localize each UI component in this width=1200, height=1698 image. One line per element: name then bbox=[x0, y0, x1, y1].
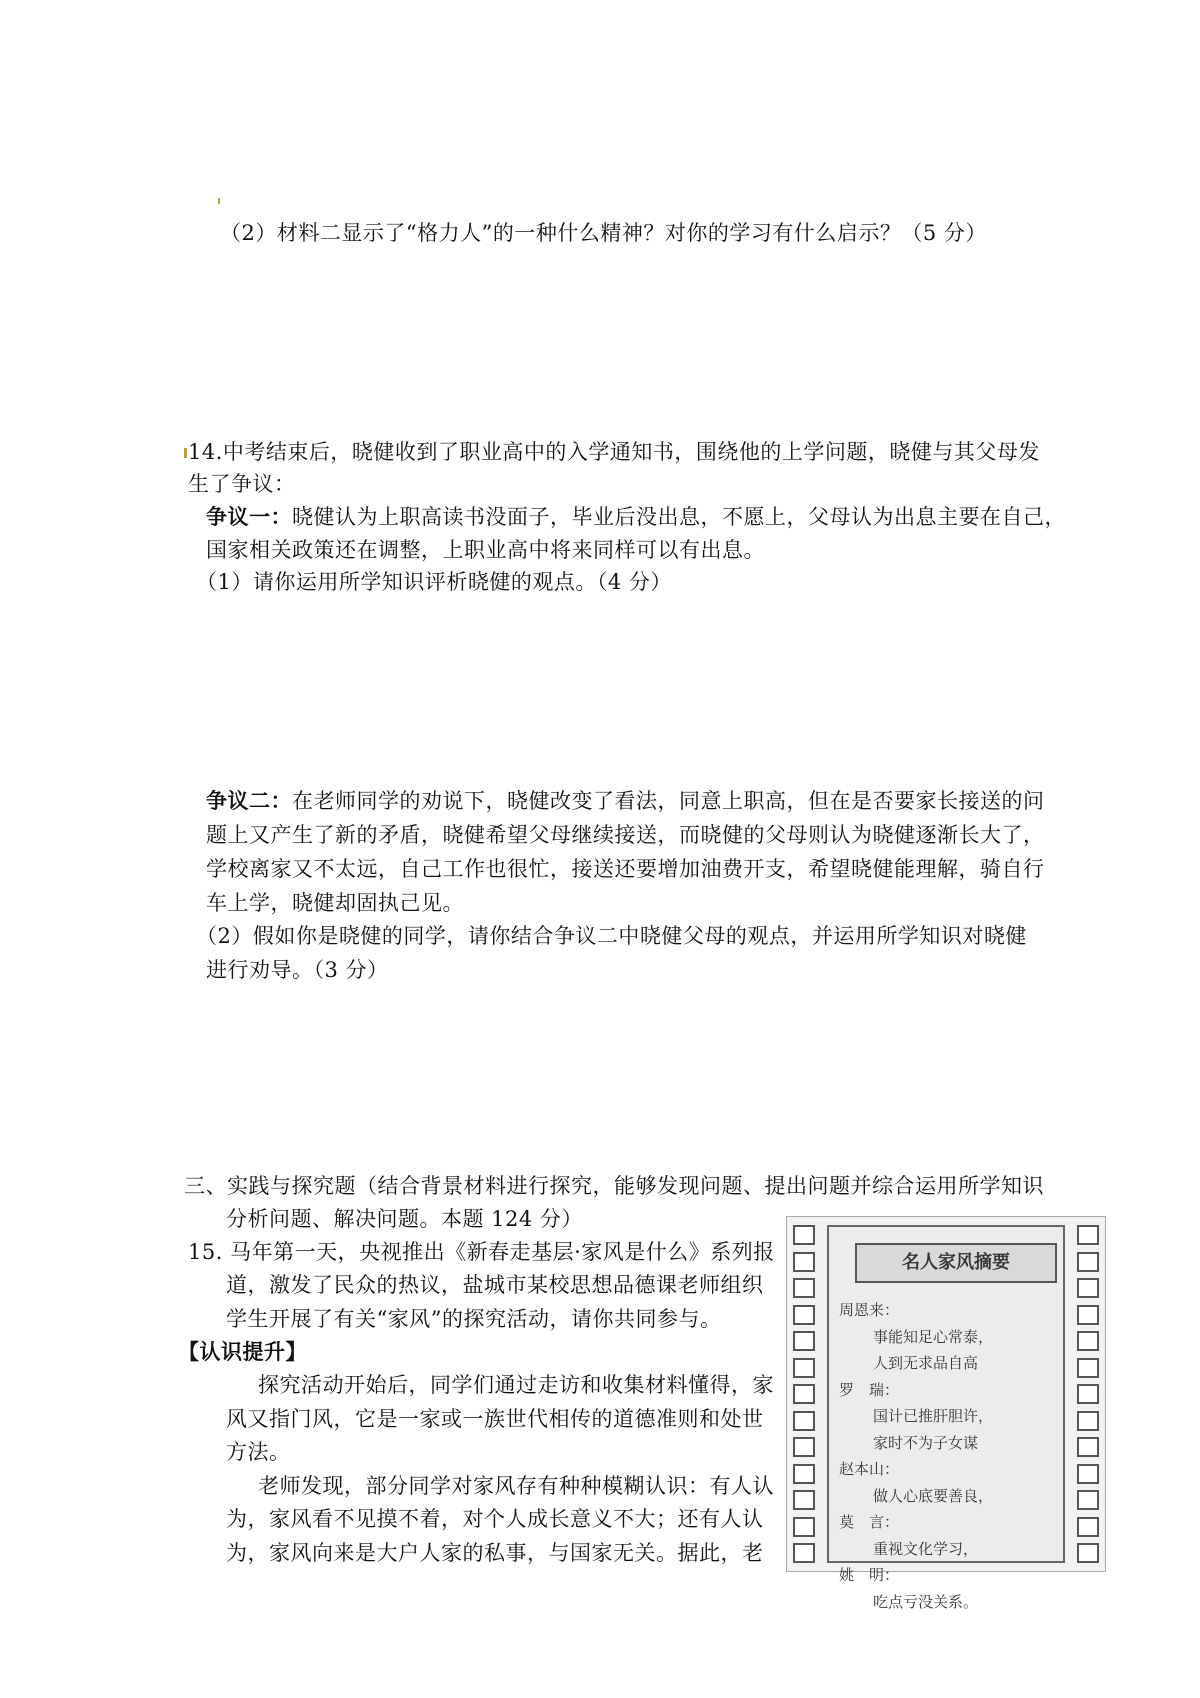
film-hole bbox=[1077, 1437, 1099, 1457]
picture-panel bbox=[827, 1225, 1065, 1611]
picture-quote-line: 做人心底要善良， bbox=[873, 1486, 994, 1505]
subsection-title: 【认识提升】 bbox=[178, 1339, 307, 1364]
film-hole bbox=[793, 1464, 815, 1484]
picture-person-name: 姚 明： bbox=[839, 1566, 900, 1584]
paragraph-1-line-1: 探究活动开始后，同学们通过走访和收集材料懂得，家 bbox=[258, 1373, 774, 1397]
picture-person-name: 莫 言： bbox=[839, 1513, 900, 1531]
dispute-2-line-1 bbox=[206, 786, 1045, 816]
film-hole bbox=[793, 1278, 815, 1298]
picture-quote-line: 人到无求品自高 bbox=[873, 1354, 979, 1372]
paragraph-2-line-1: 老师发现，部分同学对家风存有种种模糊认识：有人认 bbox=[258, 1474, 774, 1498]
film-hole bbox=[793, 1252, 815, 1272]
film-hole bbox=[1077, 1384, 1099, 1404]
film-hole bbox=[793, 1490, 815, 1510]
picture-person-name: 周恩来： bbox=[839, 1301, 900, 1319]
film-hole bbox=[1077, 1358, 1099, 1378]
film-hole bbox=[793, 1331, 815, 1351]
question-14-part-2-line-2: 进行劝导。（3 分） bbox=[206, 958, 389, 982]
question-15-line-2: 道，激发了民众的热议，盐城市某校思想品德课老师组织 bbox=[226, 1273, 764, 1297]
dispute-2-line-2: 题上又产生了新的矛盾，晓健希望父母继续接送，而晓健的父母则认为晓健逐渐长大了， bbox=[206, 823, 1045, 847]
picture-title: 名人家风摘要 bbox=[855, 1243, 1057, 1283]
question-13-part-2: （2）材料二显示了“格力人”的一种什么精神？对你的学习有什么启示？（5 分） bbox=[220, 221, 987, 245]
dispute-1-label: 争议一： bbox=[206, 504, 292, 529]
film-hole bbox=[793, 1384, 815, 1404]
film-hole bbox=[1077, 1411, 1099, 1431]
picture-quotes bbox=[839, 1297, 1057, 1615]
film-hole bbox=[1077, 1305, 1099, 1325]
film-hole bbox=[793, 1517, 815, 1537]
picture-quote-line: 重视文化学习， bbox=[873, 1539, 979, 1558]
picture-person-name: 赵本山： bbox=[839, 1460, 900, 1478]
dispute-1-text: 晓健认为上职高读书没面子，毕业后没出息，不愿上，父母认为出息主要在自己， bbox=[292, 505, 1066, 529]
dispute-1-line-1 bbox=[206, 502, 1066, 532]
dispute-1-line-2: 国家相关政策还在调整，上职业高中将来同样可以有出息。 bbox=[206, 538, 765, 562]
paragraph-1-line-2: 风又指门风，它是一家或一族世代相传的道德准则和处世 bbox=[226, 1407, 764, 1431]
picture-quote-line: 吃点亏没关系。 bbox=[873, 1592, 979, 1611]
film-hole bbox=[1077, 1464, 1099, 1484]
film-hole bbox=[1077, 1490, 1099, 1510]
family-tradition-picture bbox=[786, 1216, 1106, 1611]
film-strip-holes-left bbox=[793, 1225, 815, 1563]
film-hole bbox=[1077, 1543, 1099, 1563]
film-hole bbox=[1077, 1517, 1099, 1537]
question-15-line-1: 15. 马年第一天，央视推出《新春走基层·家风是什么》系列报 bbox=[188, 1240, 775, 1264]
stray-mark bbox=[218, 198, 220, 204]
film-hole bbox=[1077, 1331, 1099, 1351]
paragraph-2-line-2: 为，家风看不见摸不着，对个人成长意义不大；还有人认 bbox=[226, 1507, 764, 1531]
section-3-heading-line-2: 分析问题、解决问题。本题 124 分） bbox=[226, 1207, 583, 1231]
film-strip-holes-right bbox=[1077, 1225, 1099, 1563]
question-15-line-3: 学生开展了有关“家风”的探究活动，请你共同参与。 bbox=[226, 1307, 722, 1331]
picture-quote-line: 家时不为子女谋 bbox=[873, 1433, 979, 1452]
question-14-line-2: 生了争议： bbox=[188, 472, 296, 496]
film-hole bbox=[1077, 1225, 1099, 1245]
picture-quote-line: 事能知足心常泰， bbox=[873, 1327, 994, 1346]
film-hole bbox=[1077, 1252, 1099, 1272]
question-14-line-1: 14.中考结束后，晓健收到了职业高中的入学通知书，围绕他的上学问题，晓健与其父母发 bbox=[188, 440, 1040, 464]
film-hole bbox=[793, 1411, 815, 1431]
section-3-heading-line-1: 三、实践与探究题（结合背景材料进行探究，能够发现问题、提出问题并综合运用所学知识 bbox=[184, 1174, 1044, 1198]
paragraph-2-line-3: 为，家风向来是大户人家的私事，与国家无关。据此，老 bbox=[226, 1541, 764, 1565]
dispute-2-line-3: 学校离家又不太远，自己工作也很忙，接送还要增加油费开支，希望晓健能理解，骑自行 bbox=[206, 857, 1045, 881]
film-hole bbox=[793, 1305, 815, 1325]
stray-mark bbox=[184, 448, 187, 458]
paragraph-1-line-3: 方法。 bbox=[226, 1440, 291, 1464]
question-14-part-2-line-1: （2）假如你是晓健的同学，请你结合争议二中晓健父母的观点，并运用所学知识对晓健 bbox=[196, 924, 1027, 948]
film-hole bbox=[1077, 1278, 1099, 1298]
dispute-2-label: 争议二： bbox=[206, 788, 292, 813]
question-14-part-1: （1）请你运用所学知识评析晓健的观点。（4 分） bbox=[196, 570, 672, 594]
picture-quote-line: 国计已推肝胆许， bbox=[873, 1407, 994, 1425]
film-hole bbox=[793, 1225, 815, 1245]
picture-person-name: 罗 瑞： bbox=[839, 1380, 900, 1399]
film-hole bbox=[793, 1543, 815, 1563]
dispute-2-line-4: 车上学，晓健却固执己见。 bbox=[206, 891, 464, 915]
film-hole bbox=[793, 1437, 815, 1457]
film-hole bbox=[793, 1358, 815, 1378]
dispute-2-text: 在老师同学的劝说下，晓健改变了看法，同意上职高，但在是否要家长接送的问 bbox=[292, 789, 1045, 813]
